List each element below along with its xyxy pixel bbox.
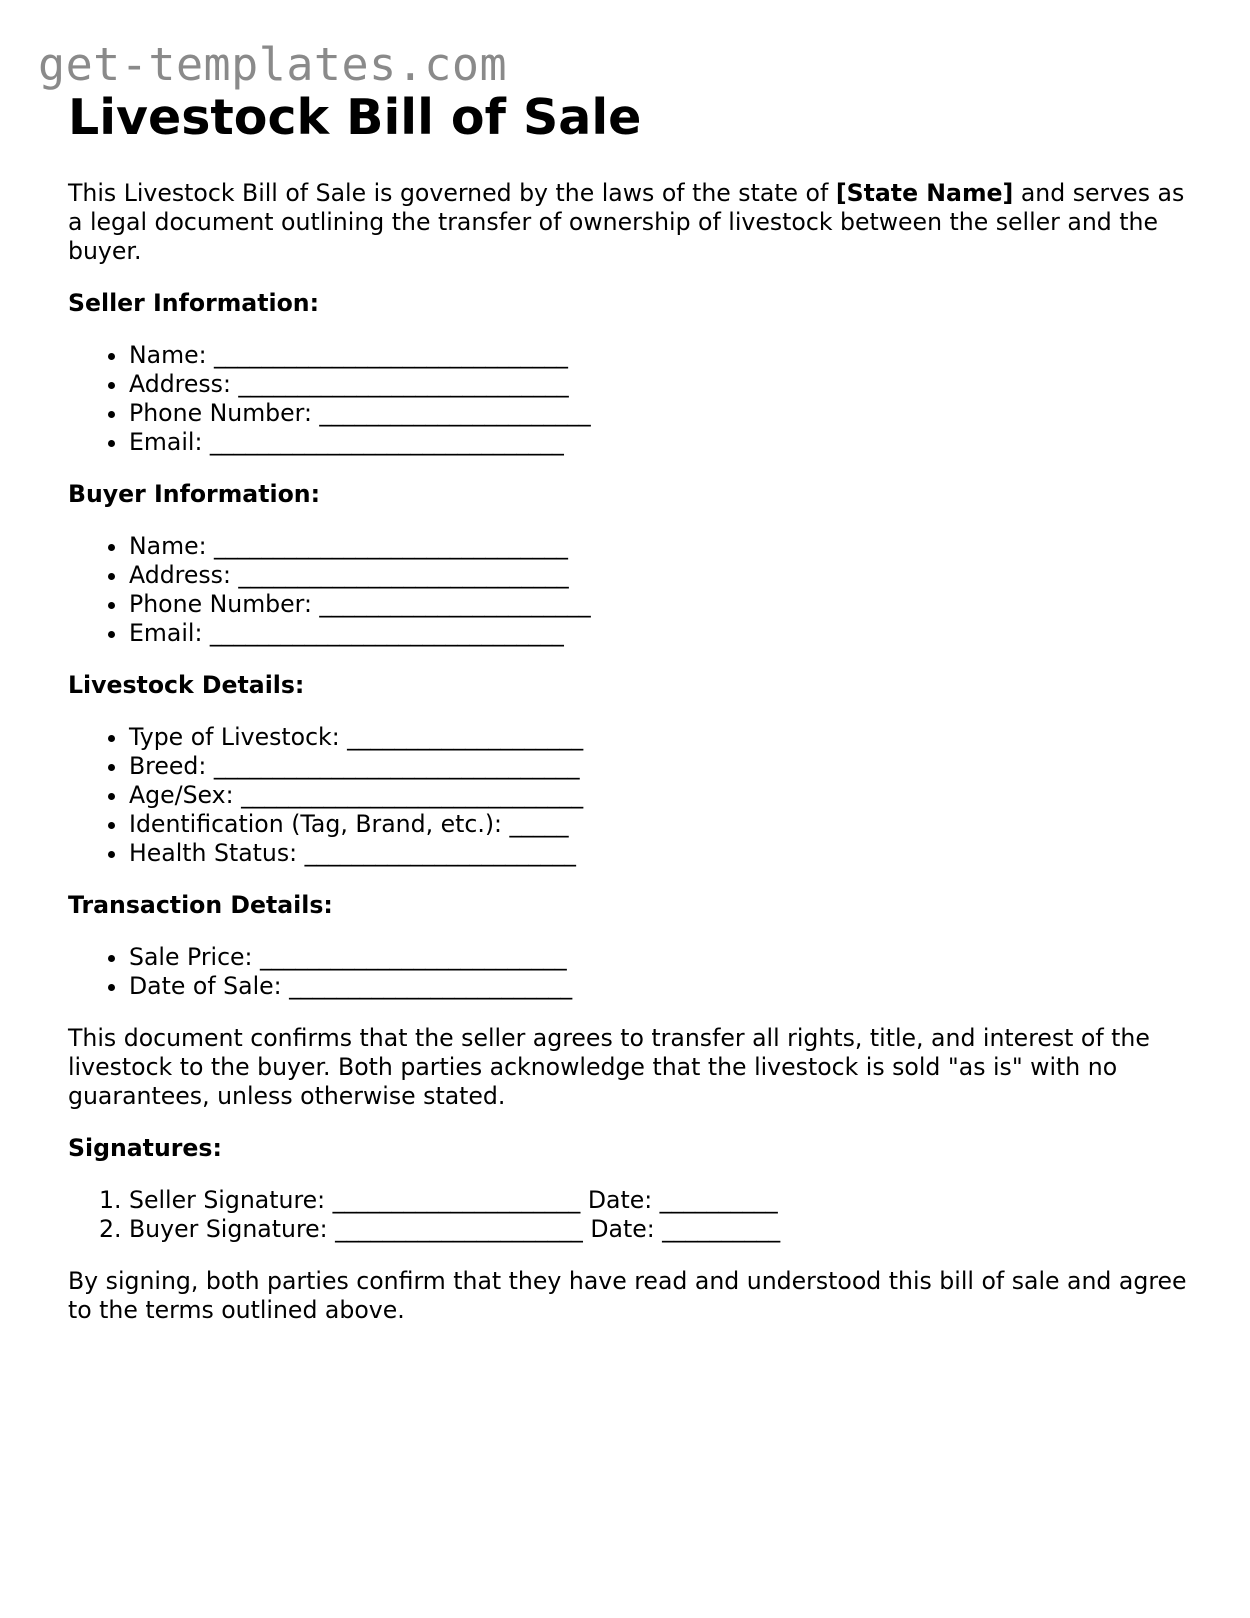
livestock-age-sex-field: • Age/Sex: _____________________________	[129, 781, 1188, 810]
buyer-info-heading: Buyer Information:	[68, 480, 321, 508]
seller-info-list	[68, 341, 1188, 457]
buyer-info-list	[68, 532, 1188, 648]
signatures-list	[68, 1186, 1188, 1244]
buyer-email-field: • Email: ______________________________	[129, 619, 1188, 648]
seller-address-field: • Address: ____________________________	[129, 370, 1188, 399]
seller-signature-line: 1. Seller Signature: _____________________ Date: __________	[129, 1186, 1188, 1215]
sale-date-field: • Date of Sale: ________________________	[129, 972, 1188, 1001]
seller-email-field: • Email: ______________________________	[129, 428, 1188, 457]
sale-price-field: • Sale Price: __________________________	[129, 943, 1188, 972]
buyer-name-field: • Name: ______________________________	[129, 532, 1188, 561]
seller-name-field: • Name: ______________________________	[129, 341, 1188, 370]
confirmation-paragraph: This document confirms that the seller agrees to transfer all rights, title, and interest of the livestock to the buyer. Both parties acknowledge that the livestock is sold "as is" with no guarantees, unless otherwise stated.	[68, 1024, 1150, 1110]
buyer-signature-line: 2. Buyer Signature: _____________________ Date: __________	[129, 1215, 1188, 1244]
transaction-details-heading: Transaction Details:	[68, 891, 333, 919]
watermark: get-templates.com	[38, 38, 508, 91]
document-page	[68, 88, 1188, 1325]
buyer-phone-field: • Phone Number: _______________________	[129, 590, 1188, 619]
signatures-heading: Signatures:	[68, 1134, 222, 1162]
document-title: Livestock Bill of Sale	[68, 89, 642, 146]
transaction-details-list	[68, 943, 1188, 1001]
livestock-identification-field: • Identification (Tag, Brand, etc.): _____	[129, 810, 1188, 839]
livestock-details-list	[68, 723, 1188, 868]
seller-info-heading: Seller Information:	[68, 289, 320, 317]
livestock-health-field: • Health Status: _______________________	[129, 839, 1188, 868]
intro-paragraph	[68, 179, 1188, 266]
closing-paragraph: By signing, both parties confirm that they have read and understood this bill of sale and agree to the terms outlined above.	[68, 1267, 1187, 1324]
seller-phone-field: • Phone Number: _______________________	[129, 399, 1188, 428]
intro-text-before: This Livestock Bill of Sale is governed by the laws of the state of	[68, 179, 836, 207]
intro-text-after: and serves as a legal document outlining the transfer of ownership of livestock between the seller and the buyer.	[68, 179, 1185, 265]
buyer-address-field: • Address: ____________________________	[129, 561, 1188, 590]
livestock-type-field: • Type of Livestock: ____________________	[129, 723, 1188, 752]
state-name-placeholder: [State Name]	[835, 179, 1014, 207]
livestock-breed-field: • Breed: _______________________________	[129, 752, 1188, 781]
livestock-details-heading: Livestock Details:	[68, 671, 305, 699]
